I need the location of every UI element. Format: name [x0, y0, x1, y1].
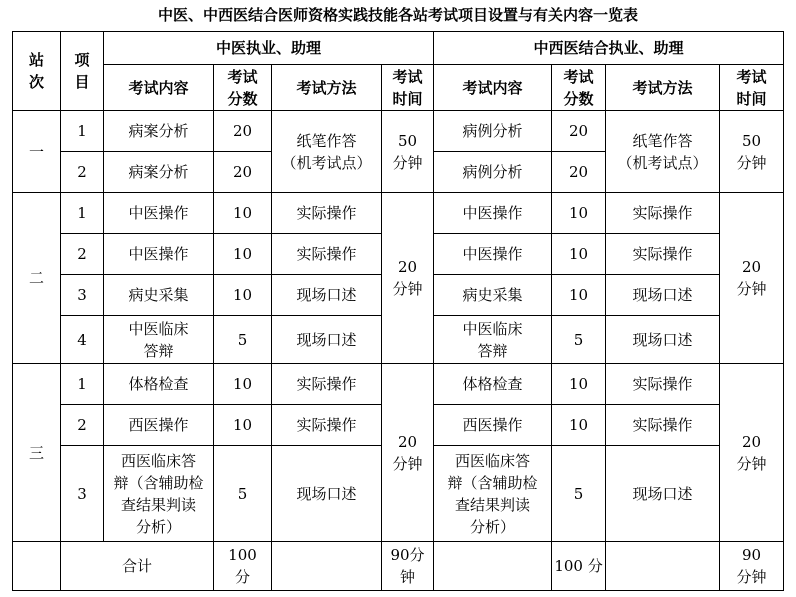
total-tcm-time: 90分 钟 — [382, 542, 434, 591]
tcm-method: 实际操作 — [272, 234, 382, 275]
station-label: 一 — [13, 111, 61, 193]
int-score: 20 — [552, 152, 606, 193]
tcm-content: 病史采集 — [104, 275, 214, 316]
tcm-score: 10 — [214, 275, 272, 316]
header-tcm-method: 考试方法 — [272, 65, 382, 111]
total-tcm-score: 100 分 — [214, 542, 272, 591]
tcm-content: 中医临床 答辩 — [104, 316, 214, 364]
header-int-content: 考试内容 — [434, 65, 552, 111]
station-label: 二 — [13, 193, 61, 364]
item-number: 4 — [61, 316, 104, 364]
header-item: 项 目 — [61, 32, 104, 111]
header-tcm-score: 考试 分数 — [214, 65, 272, 111]
header-group-tcm: 中医执业、助理 — [104, 32, 434, 65]
header-tcm-content: 考试内容 — [104, 65, 214, 111]
tcm-score: 10 — [214, 193, 272, 234]
header-group-integrated: 中西医结合执业、助理 — [434, 32, 784, 65]
tcm-content: 病案分析 — [104, 111, 214, 152]
int-content: 病例分析 — [434, 152, 552, 193]
tcm-time: 20 分钟 — [382, 364, 434, 542]
item-number: 2 — [61, 152, 104, 193]
table-row — [13, 111, 784, 152]
tcm-time: 50 分钟 — [382, 111, 434, 193]
total-row — [13, 542, 784, 591]
tcm-content: 西医临床答 辩（含辅助检 查结果判读 分析） — [104, 446, 214, 542]
header-int-score: 考试 分数 — [552, 65, 606, 111]
exam-table — [12, 31, 784, 591]
int-score: 5 — [552, 446, 606, 542]
tcm-content: 病案分析 — [104, 152, 214, 193]
int-method: 现场口述 — [606, 446, 720, 542]
tcm-content: 中医操作 — [104, 234, 214, 275]
total-int-score: 100 分 — [552, 542, 606, 591]
tcm-score: 20 — [214, 152, 272, 193]
tcm-score: 10 — [214, 364, 272, 405]
int-method: 实际操作 — [606, 364, 720, 405]
int-content: 病例分析 — [434, 111, 552, 152]
int-content: 病史采集 — [434, 275, 552, 316]
int-score: 10 — [552, 234, 606, 275]
tcm-content: 体格检查 — [104, 364, 214, 405]
table-row — [13, 193, 784, 234]
table-row — [13, 364, 784, 405]
int-content: 中医操作 — [434, 234, 552, 275]
tcm-time: 20 分钟 — [382, 193, 434, 364]
total-empty-cell — [272, 542, 382, 591]
tcm-method: 现场口述 — [272, 275, 382, 316]
tcm-score: 20 — [214, 111, 272, 152]
total-label: 合计 — [61, 542, 214, 591]
total-empty-cell — [434, 542, 552, 591]
item-number: 2 — [61, 405, 104, 446]
tcm-content: 西医操作 — [104, 405, 214, 446]
item-number: 3 — [61, 275, 104, 316]
tcm-score: 10 — [214, 234, 272, 275]
tcm-score: 10 — [214, 405, 272, 446]
int-score: 20 — [552, 111, 606, 152]
total-int-time: 90 分钟 — [720, 542, 784, 591]
tcm-method: 实际操作 — [272, 364, 382, 405]
int-score: 5 — [552, 316, 606, 364]
int-content: 体格检查 — [434, 364, 552, 405]
item-number: 1 — [61, 111, 104, 152]
header-int-time: 考试 时间 — [720, 65, 784, 111]
int-method: 实际操作 — [606, 405, 720, 446]
item-number: 1 — [61, 364, 104, 405]
int-time: 20 分钟 — [720, 364, 784, 542]
item-number: 1 — [61, 193, 104, 234]
int-method: 实际操作 — [606, 234, 720, 275]
tcm-score: 5 — [214, 316, 272, 364]
document-title: 中医、中西医结合医师资格实践技能各站考试项目设置与有关内容一览表 — [157, 6, 638, 24]
int-method: 现场口述 — [606, 275, 720, 316]
int-method: 实际操作 — [606, 193, 720, 234]
total-empty-cell — [606, 542, 720, 591]
header-row-2 — [13, 65, 784, 111]
int-method: 现场口述 — [606, 316, 720, 364]
tcm-method: 现场口述 — [272, 446, 382, 542]
int-content: 西医临床答 辩（含辅助检 查结果判读 分析） — [434, 446, 552, 542]
tcm-method: 实际操作 — [272, 193, 382, 234]
int-score: 10 — [552, 364, 606, 405]
int-time: 20 分钟 — [720, 193, 784, 364]
int-content: 中医临床 答辩 — [434, 316, 552, 364]
tcm-content: 中医操作 — [104, 193, 214, 234]
header-tcm-time: 考试 时间 — [382, 65, 434, 111]
item-number: 3 — [61, 446, 104, 542]
item-number: 2 — [61, 234, 104, 275]
station-label: 三 — [13, 364, 61, 542]
header-row-1 — [13, 32, 784, 65]
header-int-method: 考试方法 — [606, 65, 720, 111]
int-score: 10 — [552, 193, 606, 234]
int-score: 10 — [552, 405, 606, 446]
tcm-score: 5 — [214, 446, 272, 542]
header-station: 站 次 — [13, 32, 61, 111]
tcm-method: 纸笔作答 （机考试点） — [272, 111, 382, 193]
int-time: 50 分钟 — [720, 111, 784, 193]
tcm-method: 现场口述 — [272, 316, 382, 364]
total-empty-cell — [13, 542, 61, 591]
int-method: 纸笔作答 （机考试点） — [606, 111, 720, 193]
int-content: 西医操作 — [434, 405, 552, 446]
tcm-method: 实际操作 — [272, 405, 382, 446]
int-content: 中医操作 — [434, 193, 552, 234]
int-score: 10 — [552, 275, 606, 316]
